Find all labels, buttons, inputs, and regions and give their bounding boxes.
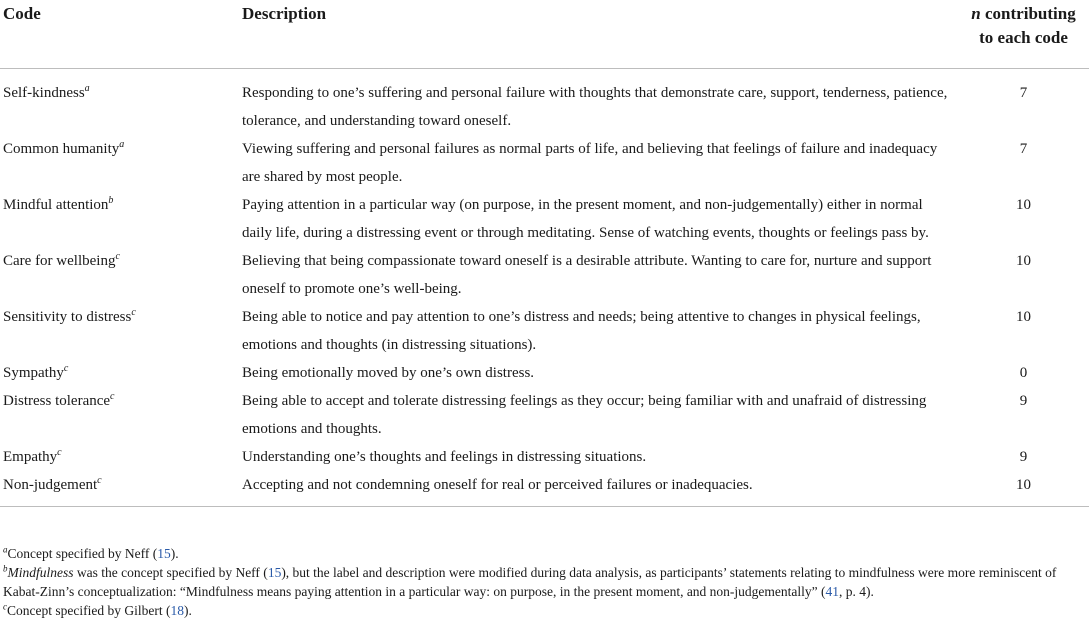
count-cell: 10 bbox=[1016, 253, 1031, 269]
citation-link[interactable]: 41 bbox=[825, 584, 840, 599]
code-cell bbox=[0, 69, 240, 136]
description-cell: Paying attention in a particular way (on purpose, in the present moment, and non-judgementally) either in normal daily life, during a distressing event or through meditating. Sense of watching events, thoughts or feelings pass by. bbox=[242, 197, 929, 241]
footnote-mark: c bbox=[63, 363, 69, 374]
description-cell: Understanding one’s thoughts and feelings in distressing situations. bbox=[242, 449, 647, 465]
code-cell bbox=[0, 443, 240, 471]
code-label: Empathy bbox=[3, 449, 58, 465]
table-row bbox=[0, 69, 1089, 136]
count-cell: 10 bbox=[958, 471, 1089, 507]
footnote-mark: c bbox=[131, 307, 136, 318]
code-label: Self-kindness bbox=[3, 85, 85, 101]
code-label: Non-judgement bbox=[3, 477, 98, 493]
footnote-b-term: Mindfulness bbox=[7, 565, 74, 580]
footnote-b bbox=[3, 563, 1083, 601]
table-row bbox=[0, 359, 1089, 387]
table-footnotes bbox=[3, 544, 1083, 620]
footnote-c-text: Concept specified by Gilbert ( bbox=[7, 603, 171, 618]
footnote-mark: c bbox=[97, 475, 102, 486]
citation-link[interactable]: 18 bbox=[170, 603, 184, 618]
code-label: Common humanity bbox=[3, 141, 120, 157]
count-cell: 7 bbox=[1019, 141, 1028, 157]
header-n-line2: to each code bbox=[979, 28, 1068, 47]
count-cell: 10 bbox=[1016, 309, 1031, 325]
footnote-mark: c bbox=[57, 447, 62, 458]
code-cell bbox=[0, 471, 240, 507]
code-cell bbox=[0, 247, 240, 303]
footnote-b-mark: b bbox=[3, 563, 8, 574]
footnote-a-mark: a bbox=[3, 544, 8, 555]
table-row bbox=[0, 471, 1089, 507]
table-row bbox=[0, 135, 1089, 191]
footnote-a-text: Concept specified by Neff ( bbox=[7, 546, 158, 561]
table-row bbox=[0, 387, 1089, 443]
code-cell bbox=[0, 387, 240, 443]
footnote-b-text3: , p. 4). bbox=[839, 584, 874, 599]
header-code: Code bbox=[0, 0, 240, 69]
footnote-b-text1: was the concept specified by Neff ( bbox=[73, 565, 268, 580]
table-row bbox=[0, 247, 1089, 303]
code-label: Sensitivity to distress bbox=[3, 309, 132, 325]
description-cell: Viewing suffering and personal failures as normal parts of life, and believing that feelings of failure and inadequacy are shared by most people. bbox=[242, 141, 938, 185]
footnote-mark: c bbox=[115, 251, 120, 262]
header-n-symbol: n bbox=[971, 4, 981, 23]
footnote-mark: c bbox=[110, 391, 115, 402]
description-cell: Accepting and not condemning oneself for real or perceived failures or inadequacies. bbox=[240, 471, 958, 507]
footnote-b-text2: ), but the label and description were modified during data analysis, as participants’ statements relating to mindfulness were more reminiscent of Kabat-Zinn’s conceptualization: “Mindfulness means paying attention in a particular way: on purpose, in the present moment, and non-judgementally” ( bbox=[3, 565, 1057, 599]
footnote-a-tail: ). bbox=[170, 546, 179, 561]
code-label: Care for wellbeing bbox=[3, 253, 116, 269]
footnote-a bbox=[3, 544, 1083, 563]
description-cell: Being able to accept and tolerate distressing feelings as they occur; being familiar with and unafraid of distressing emotions and thoughts. bbox=[242, 393, 927, 437]
header-n-contributing bbox=[958, 0, 1089, 69]
code-label: Sympathy bbox=[3, 365, 64, 381]
footnote-mark: a bbox=[84, 83, 90, 94]
table-header bbox=[0, 0, 1089, 69]
count-cell: 9 bbox=[1019, 449, 1028, 465]
description-cell: Being emotionally moved by one’s own distress. bbox=[242, 365, 535, 381]
table-body bbox=[0, 69, 1089, 507]
description-cell: Being able to notice and pay attention to one’s distress and needs; being attentive to changes in physical feelings, emotions and thoughts (in distressing situations). bbox=[242, 309, 921, 353]
count-cell: 10 bbox=[1016, 197, 1031, 213]
header-description: Description bbox=[240, 0, 958, 69]
table-row bbox=[0, 303, 1089, 359]
code-cell bbox=[0, 135, 240, 191]
code-cell bbox=[0, 359, 240, 387]
header-n-line1: contributing bbox=[985, 4, 1076, 23]
table-row bbox=[0, 191, 1089, 247]
description-cell: Believing that being compassionate toward oneself is a desirable attribute. Wanting to care for, nurture and support oneself to promote one’s well-being. bbox=[242, 253, 932, 297]
count-cell: 9 bbox=[1019, 393, 1028, 409]
footnote-c bbox=[3, 601, 1083, 620]
code-label: Mindful attention bbox=[3, 197, 109, 213]
table-row bbox=[0, 443, 1089, 471]
footnote-mark: b bbox=[108, 195, 114, 206]
code-label: Distress tolerance bbox=[3, 393, 111, 409]
citation-link[interactable]: 15 bbox=[157, 546, 171, 561]
citation-link[interactable]: 15 bbox=[267, 565, 282, 580]
count-cell: 0 bbox=[1019, 365, 1028, 381]
footnote-c-mark: c bbox=[3, 601, 7, 612]
code-cell bbox=[0, 303, 240, 359]
footnote-c-tail: ). bbox=[183, 603, 192, 618]
description-cell: Responding to one’s suffering and personal failure with thoughts that demonstrate care, support, tenderness, patience, tolerance, and understanding toward oneself. bbox=[242, 85, 948, 129]
footnote-mark: a bbox=[119, 139, 125, 150]
code-cell bbox=[0, 191, 240, 247]
count-cell: 7 bbox=[1019, 85, 1028, 101]
